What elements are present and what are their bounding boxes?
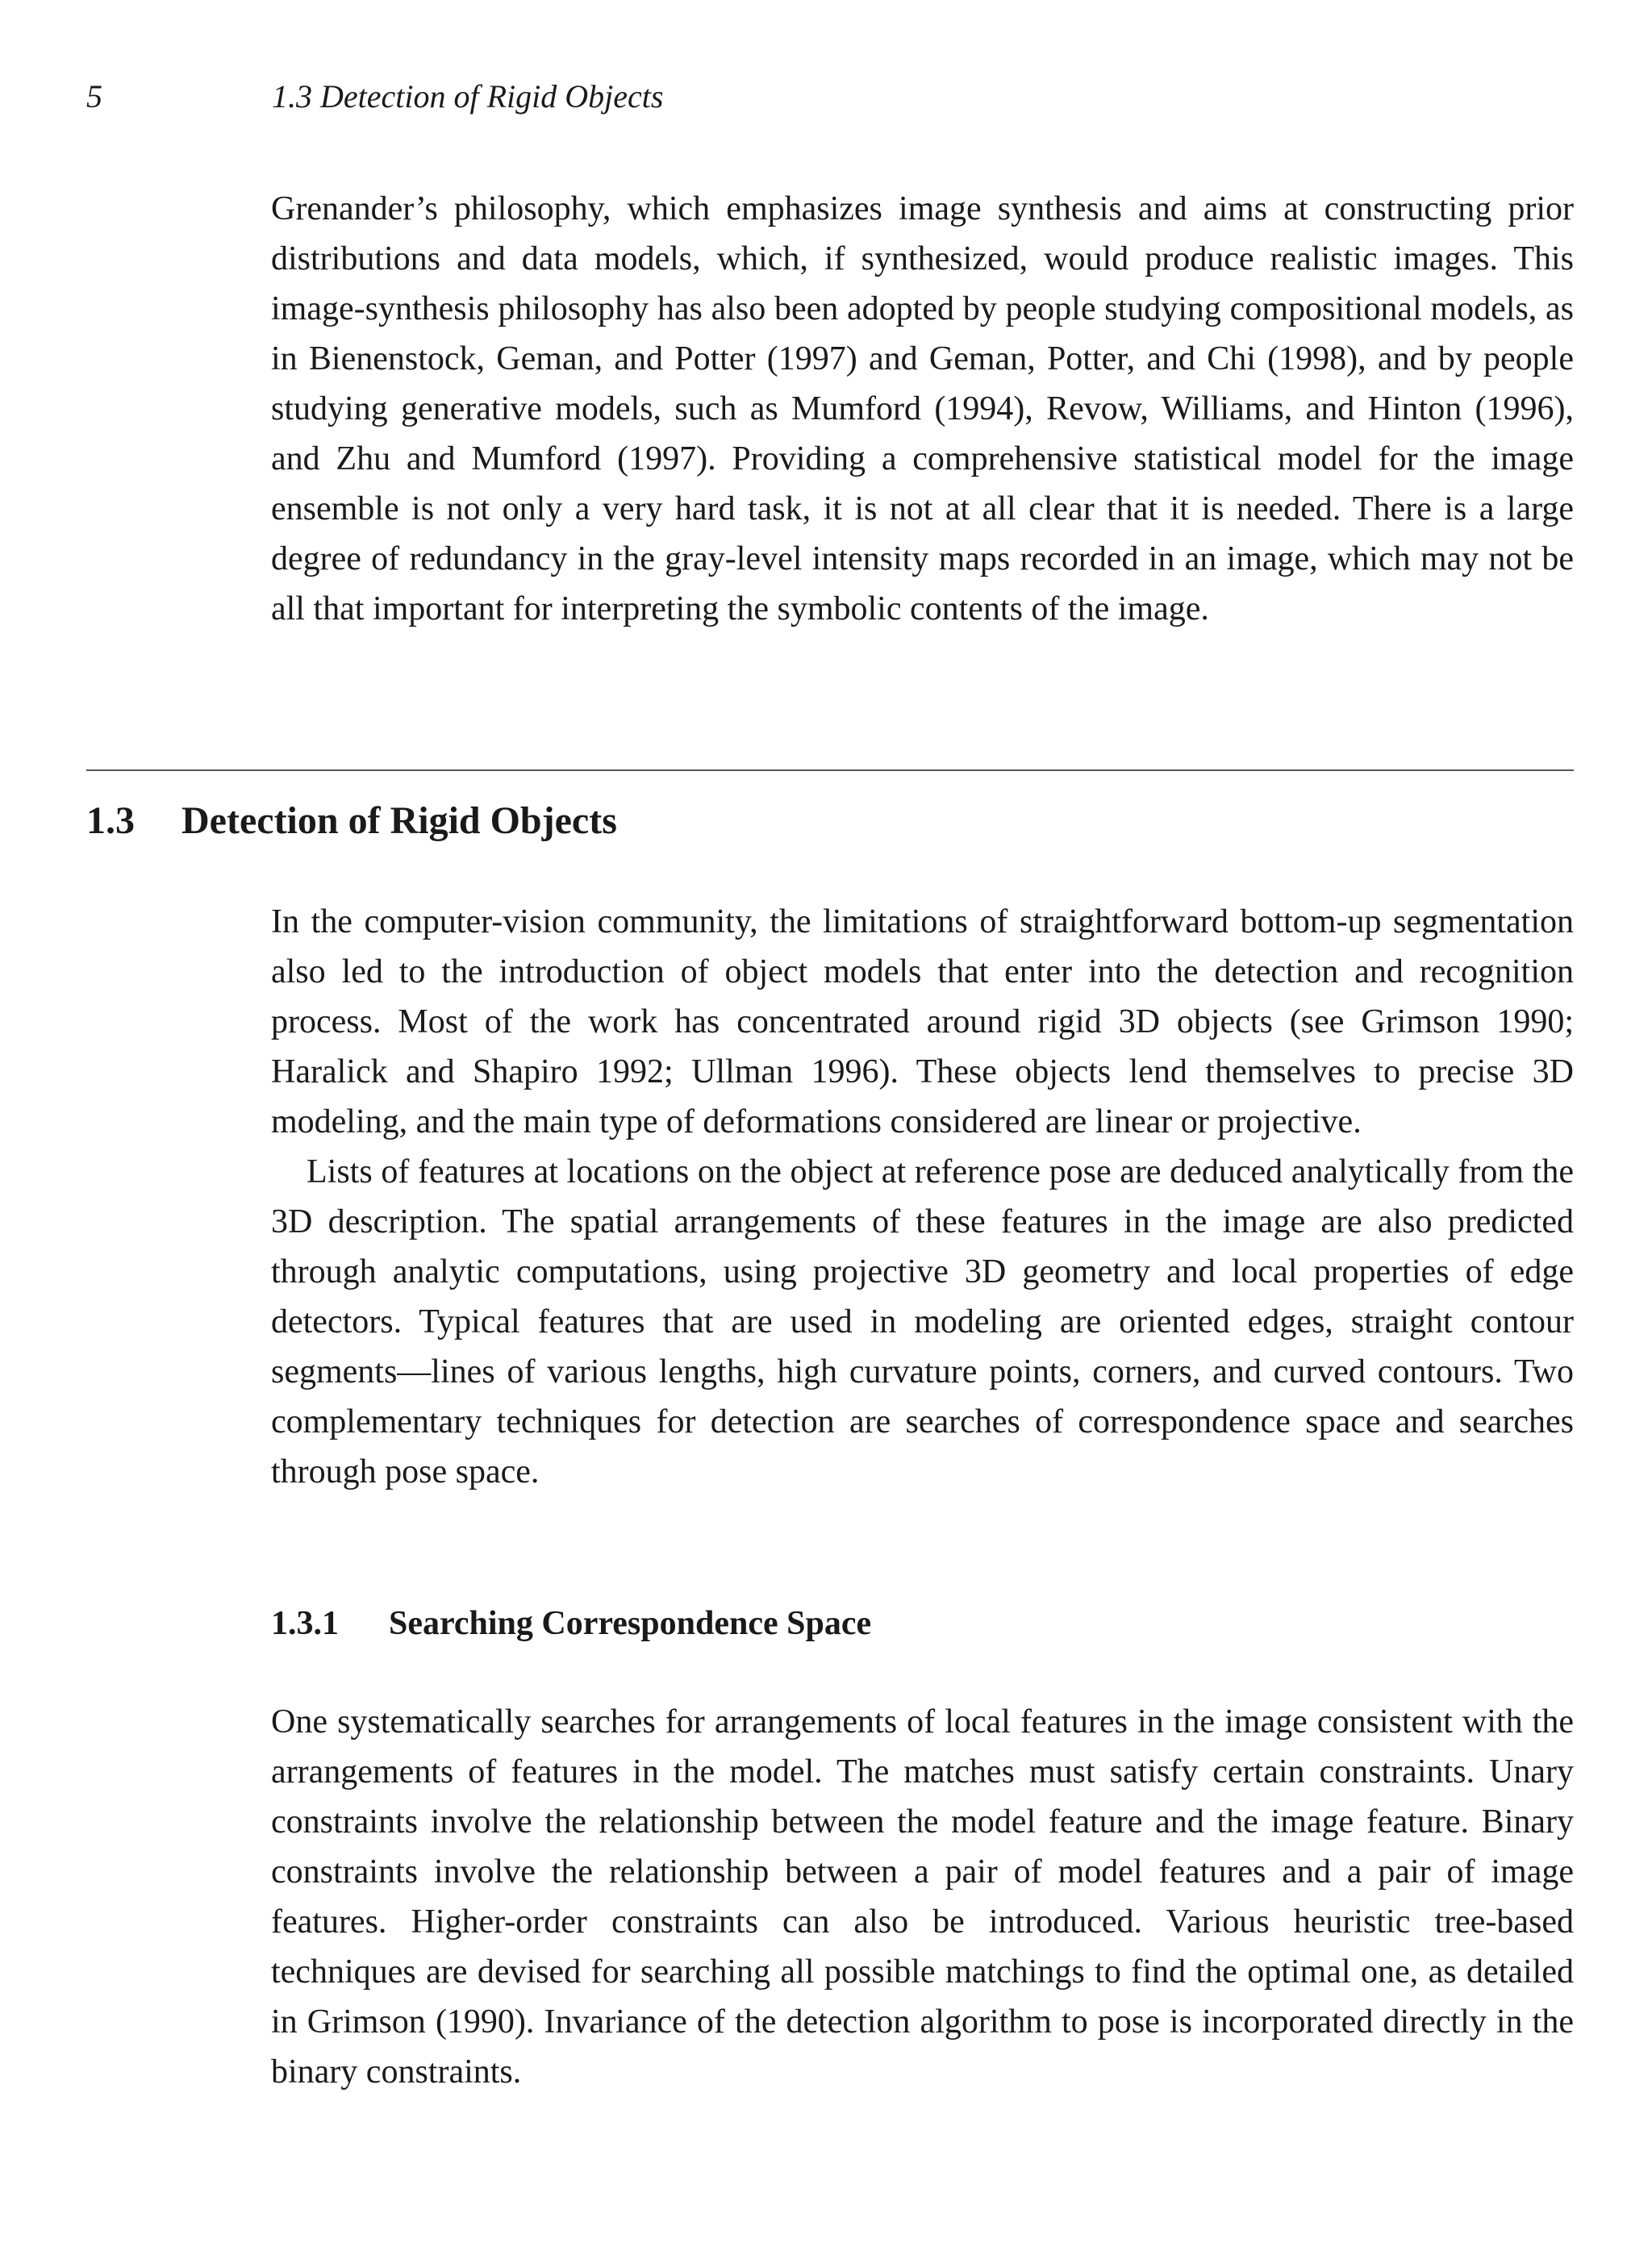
section-title: Detection of Rigid Objects [181,799,617,842]
subsection-number: 1.3.1 [271,1605,339,1642]
section-number: 1.3 [86,799,135,842]
section-paragraph-1: In the computer-vision community, the limitations of straightforward bottom-up segmentation also led to the introduction of object models that enter into the detection and recognition process. Most of the work has concentrated around rigid 3D objects (see Grimson 1990; Haralick and Shapiro 1992; Ullman 1996). These objects lend themselves to precise 3D modeling, and the main type of deformations considered are linear or projective. [271,903,1574,1140]
subsection-paragraph: One systematically searches for arrangements of local features in the image consistent with the arrangements of features in the model. The matches must satisfy certain constraints. Unary constraints involve the relationship between the model feature and the image feature. Binary constraints involve the relationship between a pair of model features and a pair of image features. Higher-order constraints can also be introduced. Various heuristic tree-based techniques are devised for searching all possible matchings to find the optimal one, as detailed in Grimson (1990). Invariance of the detection algorithm to pose is incorporated directly in the binary constraints. [271,1703,1574,2091]
section-heading [86,797,617,845]
section-divider [86,769,1574,771]
subsection-heading [271,1601,871,1646]
subsection-body [271,1697,1574,2097]
intro-text-block [271,184,1574,634]
subsection-title: Searching Correspondence Space [389,1605,872,1642]
running-head [86,77,663,116]
intro-paragraph: Grenander’s philosophy, which emphasizes image synthesis and aims at constructing prior distributions and data models, which, if synthesized, would produce realistic images. This image-synthesis philosophy has also been adopted by people studying compositional models, as in Bienenstock, Geman, and Potter (1997) and Geman, Potter, and Chi (1998), and by people studying generative models, such as Mumford (1994), Revow, Williams, and Hinton (1996), and Zhu and Mumford (1997). Providing a comprehensive statistical model for the image ensemble is not only a very hard task, it is not at all clear that it is needed. There is a large degree of redundancy in the gray-level intensity maps recorded in an image, which may not be all that important for interpreting the symbolic contents of the image. [271,190,1574,627]
page-number: 5 [86,78,102,115]
section-body [271,897,1574,1497]
running-head-title: 1.3 Detection of Rigid Objects [272,78,664,115]
section-paragraph-2: Lists of features at locations on the object at reference pose are deduced analytically from the 3D description. The spatial arrangements of these features in the image are also predicted through analytic computations, using projective 3D geometry and local properties of edge detectors. Typical features that are used in modeling are oriented edges, straight contour segments—lines of various lengths, high curvature points, corners, and curved contours. Two complementary techniques for detection are searches of correspondence space and searches through pose space. [271,1153,1574,1490]
